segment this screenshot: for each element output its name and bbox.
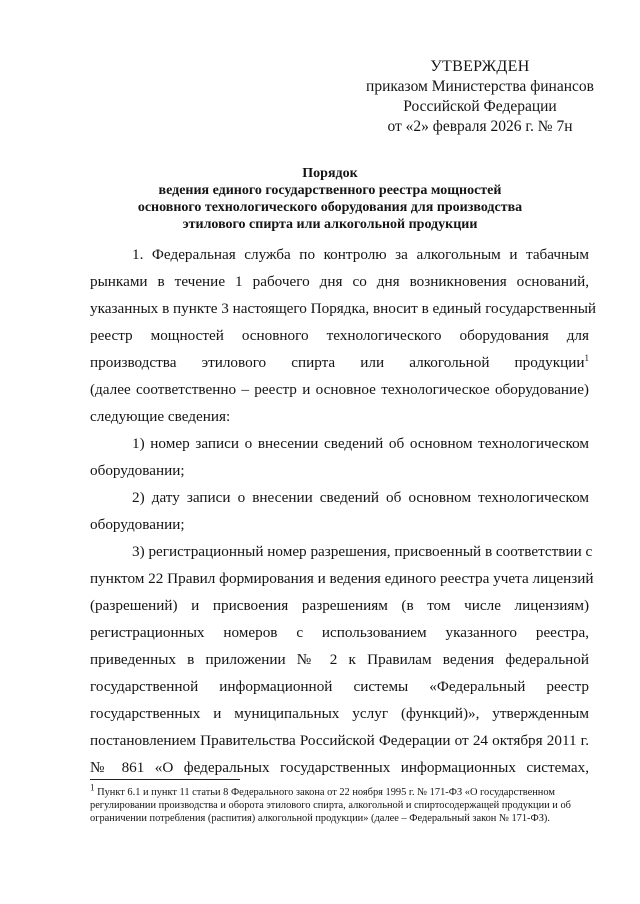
document-title — [110, 165, 550, 233]
footnote-line-1 — [90, 782, 590, 799]
approval-line-3: от «2» февраля 2026 г. № 7н — [387, 118, 573, 135]
approval-line-2: Российской Федерации — [403, 98, 557, 115]
item3-line: регистрационных номеров с использованием указанного реестра, — [90, 624, 589, 641]
item3-line: № 861 «О федеральных государственных информационных системах, — [90, 759, 589, 776]
item2-line: оборудовании; — [90, 516, 185, 533]
p1-line: 1. Федеральная служба по контролю за алкогольным и табачным — [132, 246, 589, 263]
approval-line-1: приказом Министерства финансов — [366, 78, 594, 95]
p1-line: реестр мощностей основного технологического оборудования для — [90, 327, 589, 344]
document-body — [90, 241, 597, 781]
footnote-line-3: ограничении потребления (распития) алкогольной продукции» (далее – Федеральный закон № 171-ФЗ). — [90, 813, 550, 824]
p1-line-text: производства этилового спирта или алкогольной продукции — [90, 354, 585, 371]
item3-line: государственной информационной системы «Федеральный реестр — [90, 678, 589, 695]
footnote-divider — [90, 779, 240, 780]
footnote-number: 1 — [90, 782, 95, 793]
p1-line: (далее соответственно – реестр и основное технологическое оборудование) — [90, 381, 589, 398]
item3-line: постановлением Правительства Российской Федерации от 24 октября 2011 г. — [90, 732, 589, 749]
p1-line: рынками в течение 1 рабочего дня со дня возникновения оснований, — [90, 273, 589, 290]
title-line-1: Порядок — [302, 166, 358, 181]
item3-line: пунктом 22 Правил формирования и ведения единого реестра учета лицензий — [90, 570, 594, 587]
title-line-2: ведения единого государственного реестра мощностей — [158, 183, 502, 198]
footnote-marker: 1 — [584, 352, 589, 363]
title-line-3: основного технологического оборудования для производства — [137, 200, 523, 215]
approval-heading: УТВЕРЖДЕН — [430, 58, 530, 75]
item3-line: приведенных в приложении № 2 к Правилам ведения федеральной — [90, 651, 589, 668]
item1-line: 1) номер записи о внесении сведений об основном технологическом — [132, 435, 589, 452]
item2-line: 2) дату записи о внесении сведений об основном технологическом — [132, 489, 589, 506]
item3-line: (разрешений) и присвоения разрешениям (в том числе лицензиям) — [90, 597, 589, 614]
item3-line: государственных и муниципальных услуг (функций)», утвержденным — [90, 705, 589, 722]
footnote-text: Пункт 6.1 и пункт 11 статьи 8 Федерального закона от 22 ноября 1995 г. № 171-ФЗ «О государственном — [94, 787, 555, 798]
title-line-4: этилового спирта или алкогольной продукции — [182, 217, 478, 232]
item3-line: 3) регистрационный номер разрешения, присвоенный в соответствии с — [132, 543, 593, 560]
footnote — [90, 782, 590, 825]
item1-line: оборудовании; — [90, 462, 185, 479]
p1-line: указанных в пункте 3 настоящего Порядка, вносит в единый государственный — [90, 300, 597, 317]
p1-line: следующие сведения: — [90, 408, 231, 425]
approval-stamp — [355, 57, 605, 137]
footnote-line-2: регулировании производства и оборота этилового спирта, алкогольной и спиртосодержащей продукции и об — [90, 800, 571, 811]
p1-line-with-footnote — [90, 349, 589, 376]
